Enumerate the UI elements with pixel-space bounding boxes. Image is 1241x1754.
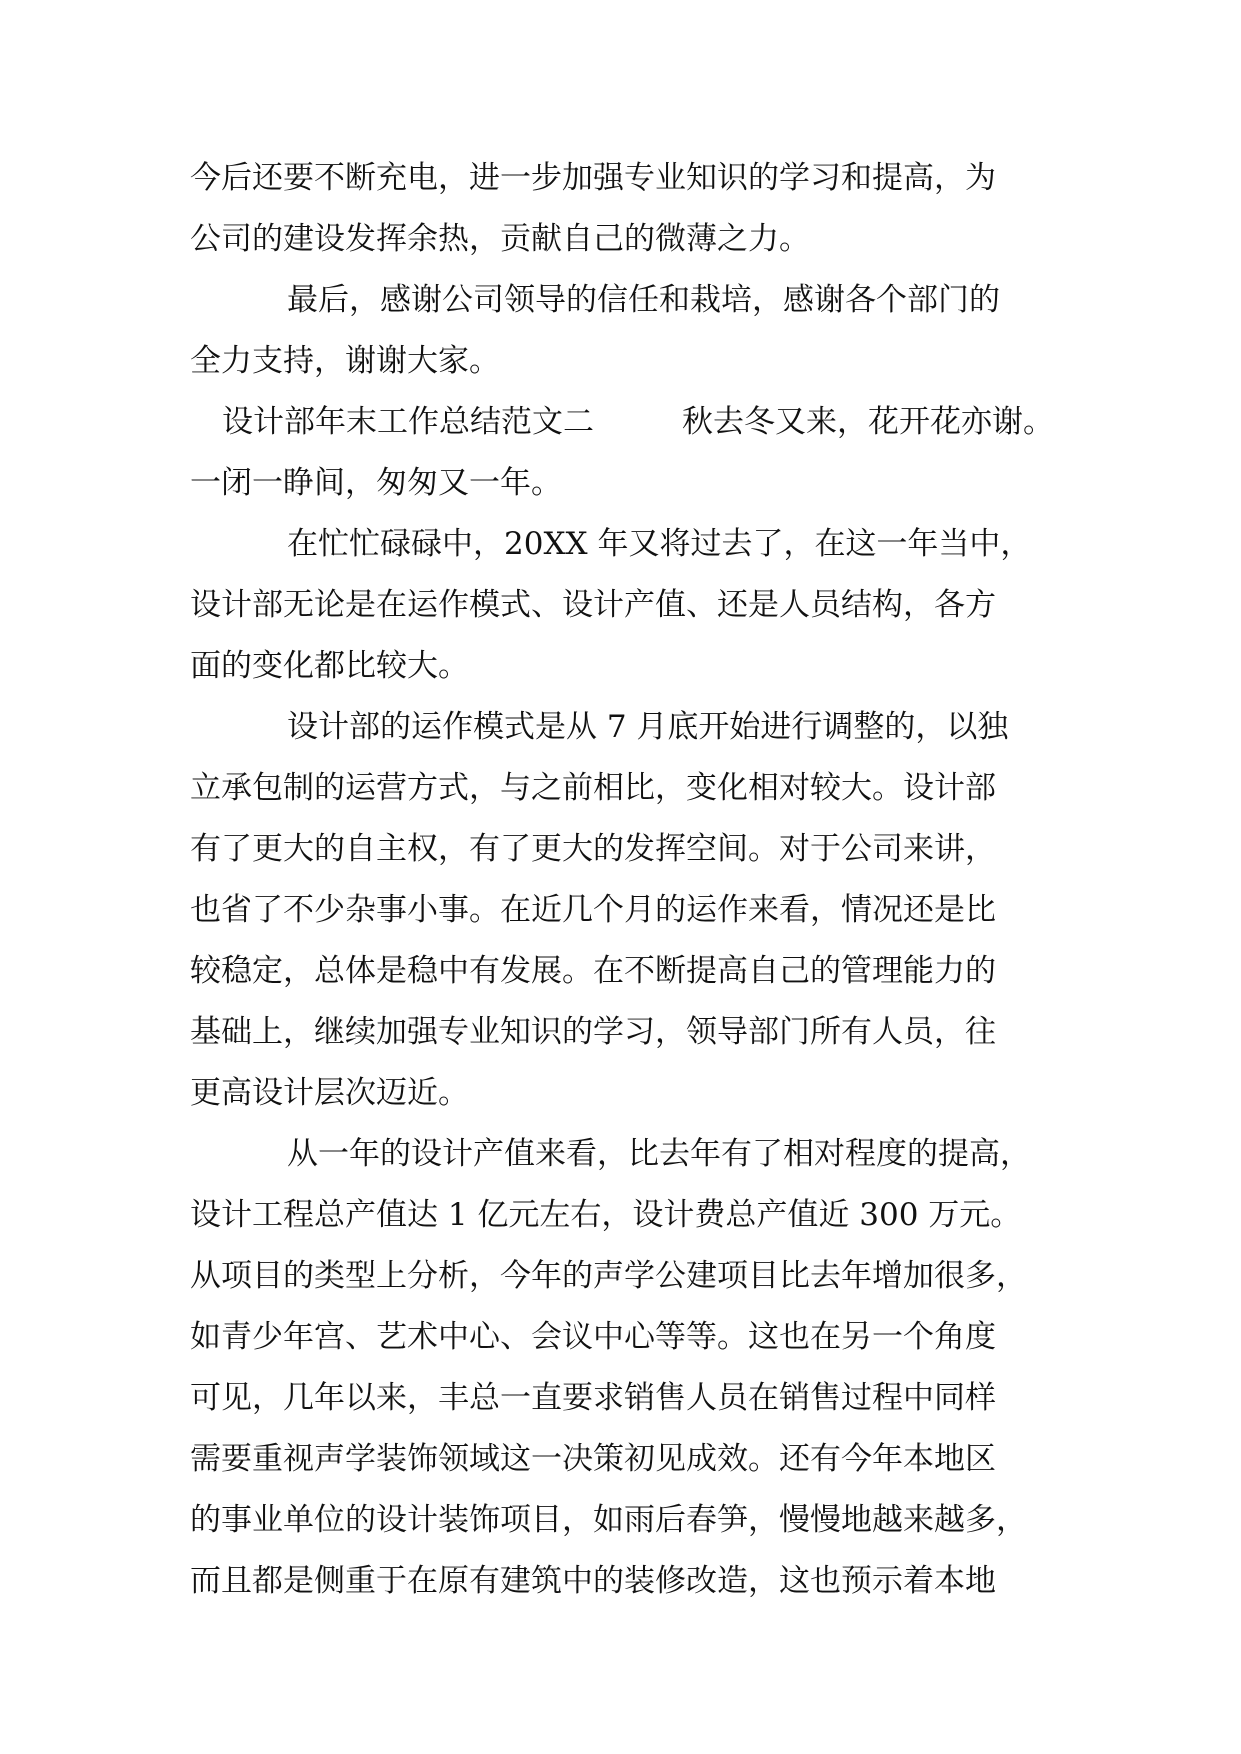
text-line: 立承包制的运营方式，与之前相比，变化相对较大。设计部 — [190, 770, 996, 806]
text-line: 更高设计层次迈近。 — [190, 1075, 469, 1111]
text-line: 今后还要不断充电，进一步加强专业知识的学习和提高，为 — [190, 160, 996, 196]
text-line: 设计部无论是在运作模式、设计产值、还是人员结构，各方 — [190, 587, 996, 623]
text-line: 在忙忙碌碌中，20XX 年又将过去了，在这一年当中， — [287, 526, 1032, 562]
text-line: 从一年的设计产值来看，比去年有了相对程度的提高， — [287, 1136, 1031, 1172]
section-title: 设计部年末工作总结范文二 — [222, 404, 594, 440]
text-line: 最后，感谢公司领导的信任和栽培，感谢各个部门的 — [287, 282, 1000, 318]
text-line: 全力支持，谢谢大家。 — [190, 343, 500, 379]
text-line: 公司的建设发挥余热，贡献自己的微薄之力。 — [190, 221, 810, 257]
text-line: 的事业单位的设计装饰项目，如雨后春笋，慢慢地越来越多， — [190, 1502, 1027, 1538]
text-line: 面的变化都比较大。 — [190, 648, 469, 684]
section-heading-line — [222, 394, 1060, 450]
text-line: 设计工程总产值达 1 亿元左右，设计费总产值近 300 万元。 — [190, 1197, 1022, 1233]
text-line: 需要重视声学装饰领域这一决策初见成效。还有今年本地区 — [190, 1441, 996, 1477]
heading-inline-text: 秋去冬又来，花开花亦谢。 — [682, 404, 1054, 440]
text-line: 基础上，继续加强专业知识的学习，领导部门所有人员，往 — [190, 1014, 996, 1050]
text-line: 如青少年宫、艺术中心、会议中心等等。这也在另一个角度 — [190, 1319, 996, 1355]
text-line: 设计部的运作模式是从 7 月底开始进行调整的，以独 — [287, 709, 1009, 745]
text-line: 而且都是侧重于在原有建筑中的装修改造，这也预示着本地 — [190, 1563, 996, 1599]
text-line: 较稳定，总体是稳中有发展。在不断提高自己的管理能力的 — [190, 953, 996, 989]
text-line: 从项目的类型上分析，今年的声学公建项目比去年增加很多， — [190, 1258, 1027, 1294]
text-line: 也省了不少杂事小事。在近几个月的运作来看，情况还是比 — [190, 892, 996, 928]
text-line: 有了更大的自主权，有了更大的发挥空间。对于公司来讲， — [190, 831, 996, 867]
text-line: 可见，几年以来，丰总一直要求销售人员在销售过程中同样 — [190, 1380, 996, 1416]
text-line: 一闭一睁间，匆匆又一年。 — [190, 465, 562, 501]
